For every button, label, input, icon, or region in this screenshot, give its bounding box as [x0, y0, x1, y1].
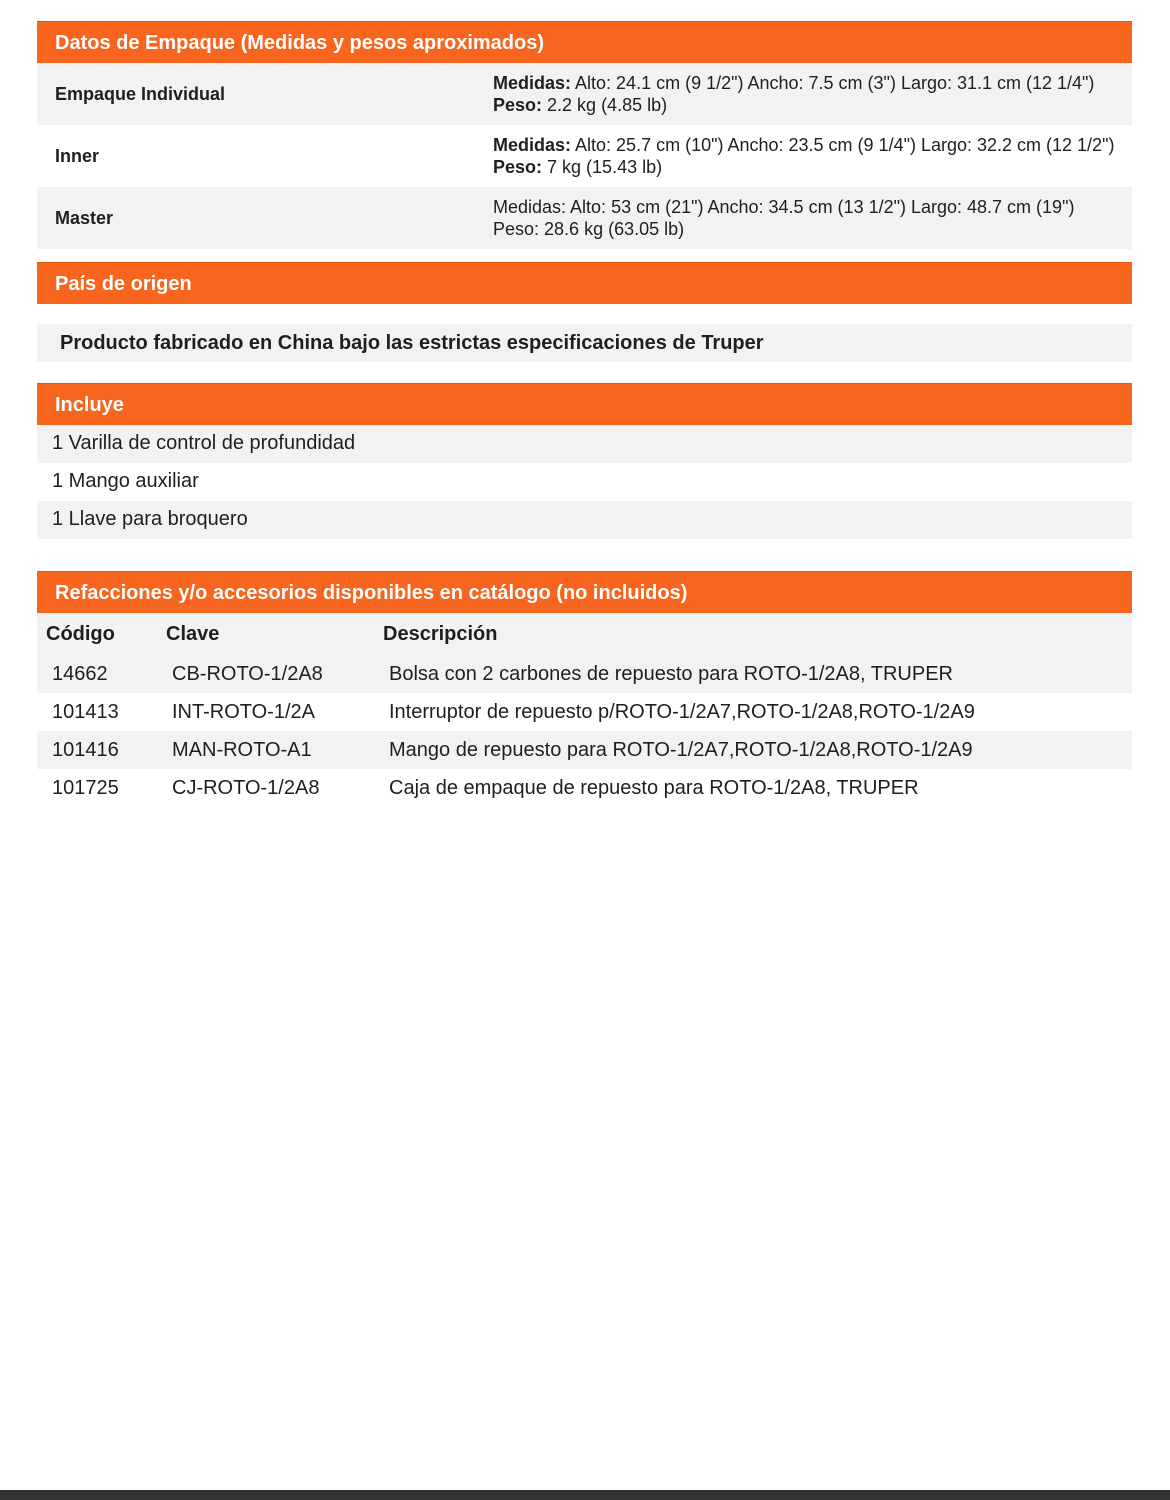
- packaging-row-individual: [37, 63, 1132, 125]
- cell-codigo: 14662: [52, 663, 108, 685]
- table-row: [37, 731, 1132, 769]
- cell-codigo: 101725: [52, 777, 119, 799]
- packaging-header: Datos de Empaque (Medidas y pesos aproximados): [37, 21, 1132, 63]
- packaging-name: Empaque Individual: [55, 83, 226, 104]
- packaging-info: Medidas: Alto: 53 cm (21") Ancho: 34.5 cm (13 1/2") Largo: 48.7 cm (19") Peso: 28.6 kg (63.05 lb): [493, 197, 1075, 239]
- medidas-label: Medidas:: [493, 73, 572, 93]
- includes-header: Incluye: [37, 383, 1132, 425]
- includes-section: [37, 383, 1132, 539]
- table-row: [37, 693, 1132, 731]
- packaging-row-inner: [37, 125, 1132, 187]
- parts-header: Refacciones y/o accesorios disponibles en catálogo (no incluidos): [37, 571, 1132, 613]
- peso-label: Peso:: [493, 95, 543, 115]
- cell-descripcion: Bolsa con 2 carbones de repuesto para ROTO-1/2A8, TRUPER: [389, 663, 953, 685]
- packaging-info: [493, 134, 1132, 178]
- cell-descripcion: Mango de repuesto para ROTO-1/2A7,ROTO-1/2A8,ROTO-1/2A9: [389, 739, 973, 761]
- medidas-value: Alto: 25.7 cm (10") Ancho: 23.5 cm (9 1/4") Largo: 32.2 cm (12 1/2"): [571, 135, 1115, 155]
- medidas-label: Medidas:: [493, 135, 572, 155]
- list-item: 1 Mango auxiliar: [52, 470, 199, 492]
- footer-bar: [0, 1490, 1170, 1500]
- cell-clave: CB-ROTO-1/2A8: [172, 663, 323, 685]
- packaging-name: Inner: [55, 145, 100, 166]
- peso-label: Peso:: [493, 157, 543, 177]
- list-item: 1 Varilla de control de profundidad: [37, 425, 1132, 463]
- parts-section: [37, 571, 1132, 807]
- table-row: [37, 655, 1132, 693]
- cell-clave: CJ-ROTO-1/2A8: [172, 777, 320, 799]
- parts-table-header: [37, 613, 1132, 655]
- list-item: 1 Llave para broquero: [37, 501, 1132, 539]
- packaging-row-master: [37, 187, 1132, 249]
- column-header-clave: Clave: [166, 623, 220, 645]
- column-header-descripcion: Descripción: [383, 623, 498, 645]
- packaging-name: Master: [55, 207, 114, 228]
- cell-codigo: 101413: [52, 701, 119, 723]
- cell-clave: INT-ROTO-1/2A: [172, 701, 315, 723]
- cell-codigo: 101416: [52, 739, 119, 761]
- column-header-codigo: Código: [46, 623, 115, 645]
- cell-descripcion: Interruptor de repuesto p/ROTO-1/2A7,ROTO-1/2A8,ROTO-1/2A9: [389, 701, 975, 723]
- origin-box: [37, 324, 1132, 362]
- origin-text: Producto fabricado en China bajo las estrictas especificaciones de Truper: [37, 324, 1132, 362]
- peso-value: 2.2 kg (4.85 lb): [542, 95, 668, 115]
- peso-value: 7 kg (15.43 lb): [542, 157, 663, 177]
- medidas-value: Alto: 24.1 cm (9 1/2") Ancho: 7.5 cm (3") Largo: 31.1 cm (12 1/4"): [571, 73, 1095, 93]
- cell-clave: MAN-ROTO-A1: [172, 739, 312, 761]
- origin-section: [37, 262, 1132, 304]
- packaging-info: [493, 72, 1132, 116]
- packaging-section: [37, 21, 1132, 249]
- table-row: [37, 769, 1132, 807]
- cell-descripcion: Caja de empaque de repuesto para ROTO-1/2A8, TRUPER: [389, 777, 919, 799]
- origin-header: País de origen: [37, 262, 1132, 304]
